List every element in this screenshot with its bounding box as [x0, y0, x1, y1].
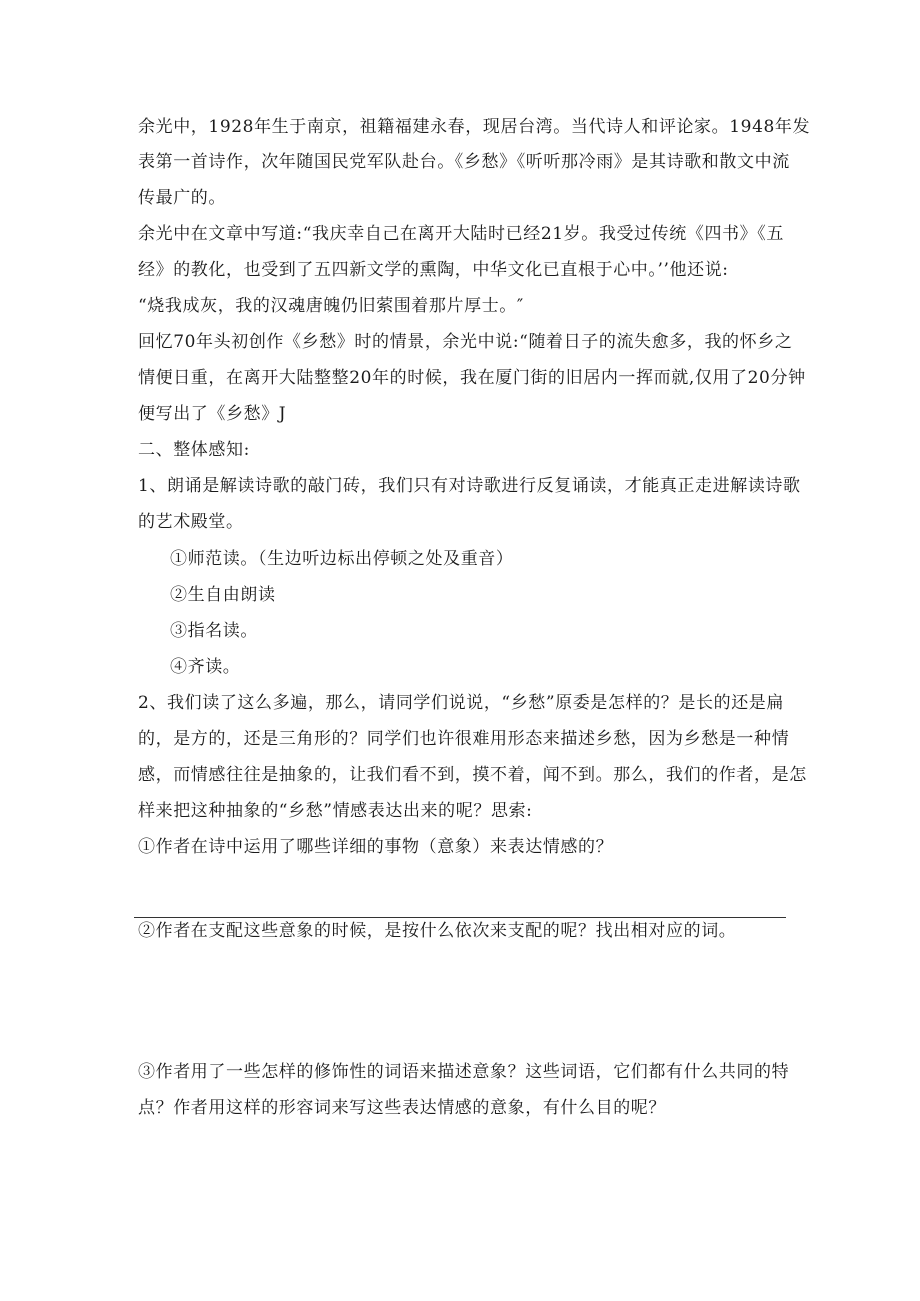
item-1-line: 的艺术殿堂。: [138, 512, 244, 532]
step-item: ②生自由朗读: [170, 585, 276, 605]
bio-line: 表第一首诗作，次年随国民党军队赴台。《乡愁》《听听那冷雨》是其诗歌和散文中流: [138, 152, 790, 172]
question-1: ①作者在诗中运用了哪些详细的事物（意象）来表达情感的？: [138, 837, 614, 857]
item-2-line: 感，而情感往往是抽象的，让我们看不到，摸不着，闻不到。那么，我们的作者，是怎: [138, 765, 807, 785]
quote-line: 经》的教化，也受到了五四新文学的熏陶，中华文化已直根于心中。’’他还说:: [138, 260, 729, 280]
step-item: ①师范读。（生边听边标出停顿之处及重音）: [170, 549, 514, 569]
quote-line: “烧我成灰，我的汉魂唐魄仍旧萦围着那片厚士。″: [138, 296, 524, 316]
item-2-line: 样来把这种抽象的“乡愁”情感表达出来的呢？思索:: [138, 801, 533, 821]
horizontal-rule: [134, 917, 786, 918]
recollection-line: 便写出了《乡愁》J: [138, 404, 287, 424]
item-2-line: 的，是方的，还是三角形的？同学们也许很难用形态来描述乡愁，因为乡愁是一种情: [138, 729, 790, 749]
item-1-line: 1、朗诵是解读诗歌的敲门砖，我们只有对诗歌进行反复诵读，才能真正走进解读诗歌: [138, 476, 801, 496]
recollection-line: 回忆70年头初创作《乡愁》时的情景，余光中说:“随着日子的流失愈多，我的怀乡之: [138, 332, 793, 352]
step-item: ③指名读。: [170, 621, 258, 641]
recollection-line: 情便日重，在离开大陆整整20年的时候，我在厦门街的旧居内一挥而就,仅用了20分钟: [138, 368, 806, 388]
bio-line: 传最广的。: [138, 188, 226, 208]
question-3-line: 点？作者用这样的形容词来写这些表达情感的意象，有什么目的呢？: [138, 1098, 666, 1118]
quote-line: 余光中在文章中写道:“我庆幸自己在离开大陆时已经21岁。我受过传统《四书》《五: [138, 224, 784, 244]
item-2-line: 2、我们读了这么多遍，那么，请同学们说说，“乡愁”原委是怎样的？是长的还是扁: [138, 693, 784, 713]
step-item: ④齐读。: [170, 657, 241, 677]
question-3-line: ③作者用了一些怎样的修饰性的词语来描述意象？这些词语，它们都有什么共同的特: [138, 1062, 790, 1082]
bio-line: 余光中，1928年生于南京，祖籍福建永春，现居台湾。当代诗人和评论家。1948年发: [138, 117, 811, 137]
question-2: ②作者在支配这些意象的时候，是按什么依次来支配的呢？找出相对应的词。: [138, 921, 737, 941]
section-heading: 二、整体感知:: [138, 440, 250, 460]
